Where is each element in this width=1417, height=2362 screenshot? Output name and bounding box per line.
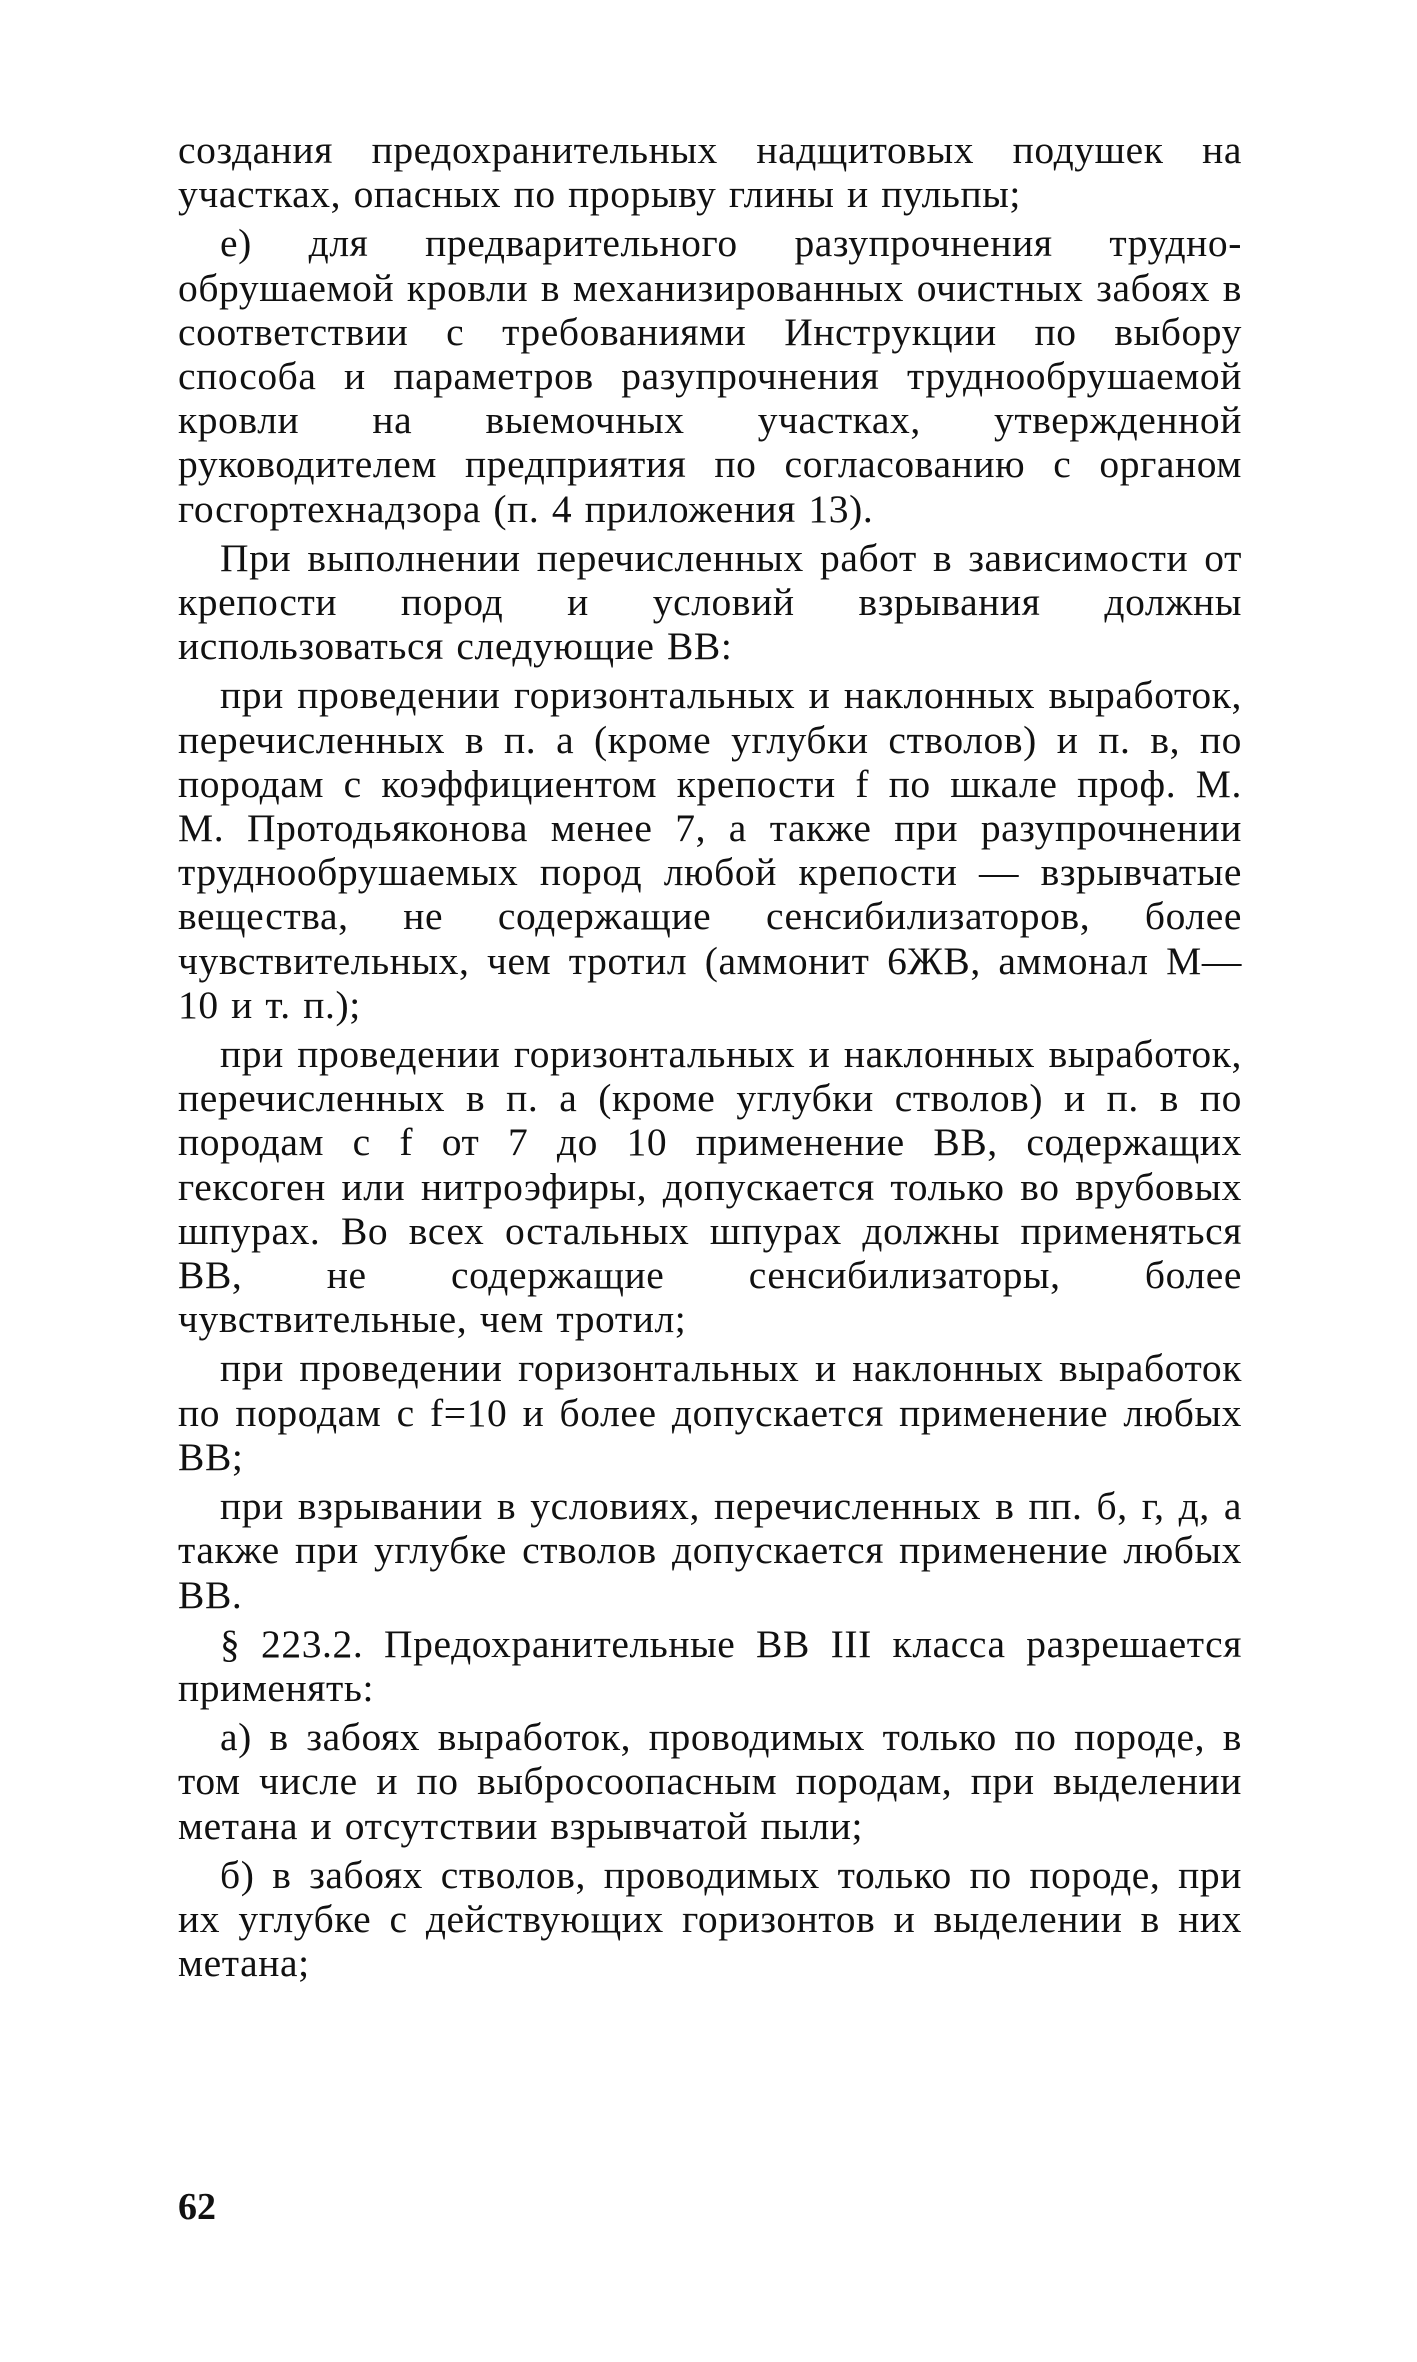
- paragraph-4: при проведении горизонтальных и наклонных выработок, перечисленных в п. а (кроме углубки стволов) и п. в, по породам с коэффициентом крепости f по шкале проф. М. М. Протодьяконова менее 7, а также при разупрочнении труднообрушаемых пород любой крепости — взрывчатые вещества, не содержащие сенсибилизаторов, более чувствительных, чем тротил (аммонит 6ЖВ, аммонал М—10 и т. п.);: [178, 673, 1242, 1027]
- paragraph-3: При выполнении перечисленных работ в зависимости от крепости пород и условий взрывания должны использоваться следующие ВВ:: [178, 535, 1242, 669]
- paragraph-10: б) в забоях стволов, проводимых только по породе, при их углубке с действующих горизонтов и выделении в них метана;: [178, 1852, 1242, 1986]
- paragraph-7: при взрывании в условиях, перечисленных в пп. б, г, д, а также при углубке стволов допускается применение любых ВВ.: [178, 1484, 1242, 1617]
- paragraph-2: е) для предварительного разупрочнения трудно-обрушаемой кровли в механизированных очистных забоях в соответствии с требованиями Инструкции по выбору способа и параметров разупрочнения труднообрушаемой кровли на выемочных участках, утвержденной руководителем предприятия по согласованию с органом госгортехнадзора (п. 4 приложения 13).: [178, 221, 1242, 531]
- page-number: 62: [178, 2186, 216, 2228]
- paragraph-8: § 223.2. Предохранительные ВВ III класса разрешается применять:: [178, 1621, 1242, 1710]
- paragraph-5: при проведении горизонтальных и наклонных выработок, перечисленных в п. а (кроме углубки стволов) и п. в по породам с f от 7 до 10 применение ВВ, содержащих гексоген или нитроэфиры, допускается только во врубовых шпурах. Во всех остальных шпурах должны применяться ВВ, не содержащие сенсибилизаторы, более чувствительные, чем тротил;: [178, 1032, 1242, 1342]
- paragraph-1: создания предохранительных надщитовых подушек на участках, опасных по прорыву глины и пульпы;: [178, 128, 1242, 217]
- page-body: [178, 128, 1242, 1985]
- paragraph-6: при проведении горизонтальных и наклонных выработок по породам с f=10 и более допускается применение любых ВВ;: [178, 1346, 1242, 1479]
- paragraph-9: а) в забоях выработок, проводимых только по породе, в том числе и по выбросоопасным породам, при выделении метана и отсутствии взрывчатой пыли;: [178, 1715, 1242, 1848]
